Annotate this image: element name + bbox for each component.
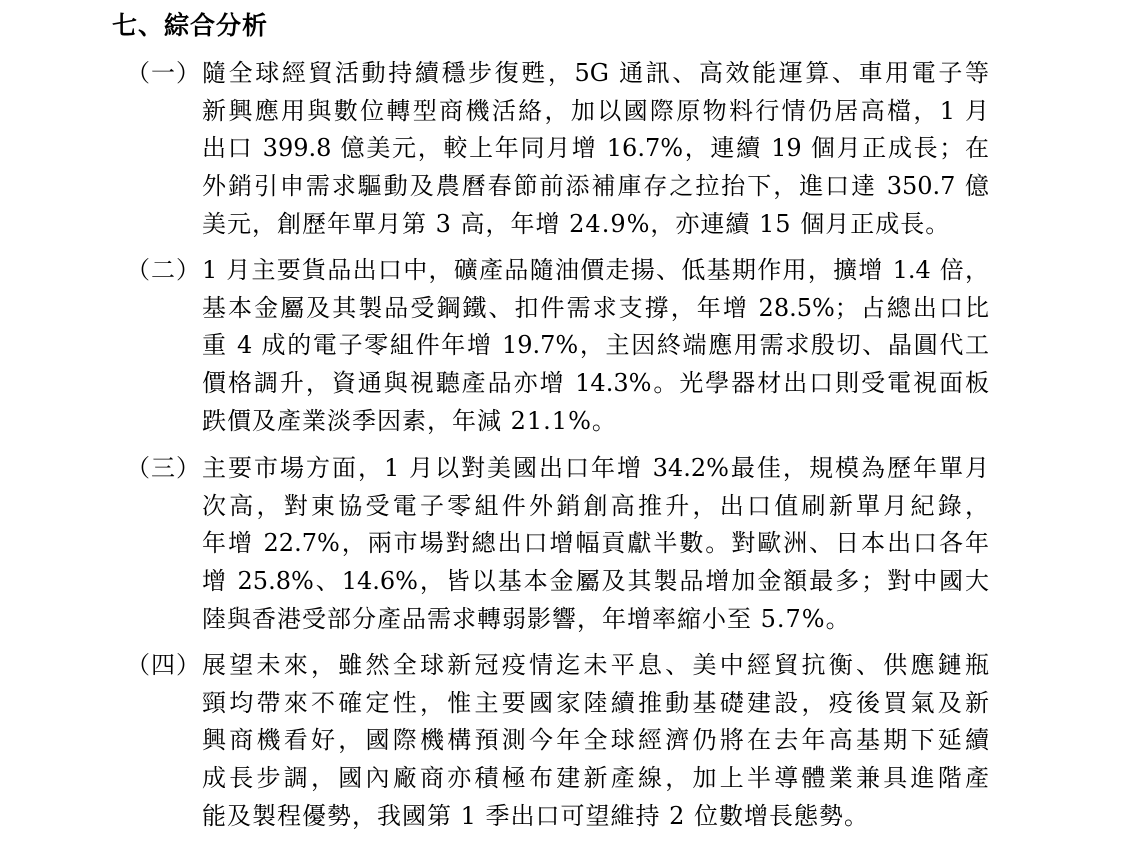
paragraph-line: 年增 22.7%，兩市場對總出口增幅貢獻半數。對歐洲、日本出口各年	[202, 529, 989, 558]
paragraph-line: 美元，創歷年單月第 3 高，年增 24.9%，亦連續 15 個月正成長。	[202, 209, 951, 238]
paragraph-line: 展望未來，雖然全球新冠疫情迄未平息、美中經貿抗衡、供應鏈瓶	[202, 651, 989, 679]
paragraph-marker: （四）	[126, 651, 201, 679]
paragraph-line: 外銷引申需求驅動及農曆春節前添補庫存之拉抬下，進口達 350.7 億	[202, 172, 989, 201]
paragraph-line: 頸均帶來不確定性，惟主要國家陸續推動基礎建設，疫後買氣及新	[202, 688, 989, 717]
paragraph-line: 隨全球經貿活動持續穩步復甦，5G 通訊、高效能運算、車用電子等	[202, 59, 989, 87]
paragraph-marker: （三）	[126, 454, 201, 482]
paragraph-marker: （一）	[126, 59, 201, 87]
paragraph-line: 重 4 成的電子零組件年增 19.7%，主因終端應用需求殷切、晶圓代工	[202, 331, 989, 360]
paragraph-line: 跌價及產業淡季因素，年減 21.1%。	[202, 406, 617, 435]
paragraph-line: 出口 399.8 億美元，較上年同月增 16.7%，連續 19 個月正成長；在	[202, 134, 989, 163]
paragraph-line: 成長步調，國內廠商亦積極布建新產線，加上半導體業兼具進階產	[202, 764, 989, 793]
paragraph-line: 興商機看好，國際機構預測今年全球經濟仍將在去年高基期下延續	[202, 726, 989, 755]
paragraph-line: 能及製程優勢，我國第 1 季出口可望維持 2 位數增長態勢。	[202, 801, 870, 830]
paragraph-line: 次高，對東協受電子零組件外銷創高推升，出口值刷新單月紀錄，	[202, 491, 989, 520]
paragraph-line: 新興應用與數位轉型商機活絡，加以國際原物料行情仍居高檔，1 月	[202, 96, 989, 125]
paragraph-line: 陸與香港受部分產品需求轉弱影響，年增率縮小至 5.7%。	[202, 604, 851, 633]
paragraph-line: 1 月主要貨品出口中，礦產品隨油價走揚、低基期作用，擴增 1.4 倍，	[202, 256, 989, 284]
paragraph-line: 基本金屬及其製品受鋼鐵、扣件需求支撐，年增 28.5%；占總出口比	[202, 293, 989, 322]
section-heading: 七、綜合分析	[112, 11, 269, 40]
paragraph-marker: （二）	[126, 256, 201, 284]
paragraph-line: 價格調升，資通與視聽產品亦增 14.3%。光學器材出口則受電視面板	[202, 369, 989, 398]
paragraph-line: 增 25.8%、14.6%，皆以基本金屬及其製品增加金額最多；對中國大	[202, 567, 989, 596]
paragraph-line: 主要市場方面，1 月以對美國出口年增 34.2%最佳，規模為歷年單月	[202, 454, 989, 482]
